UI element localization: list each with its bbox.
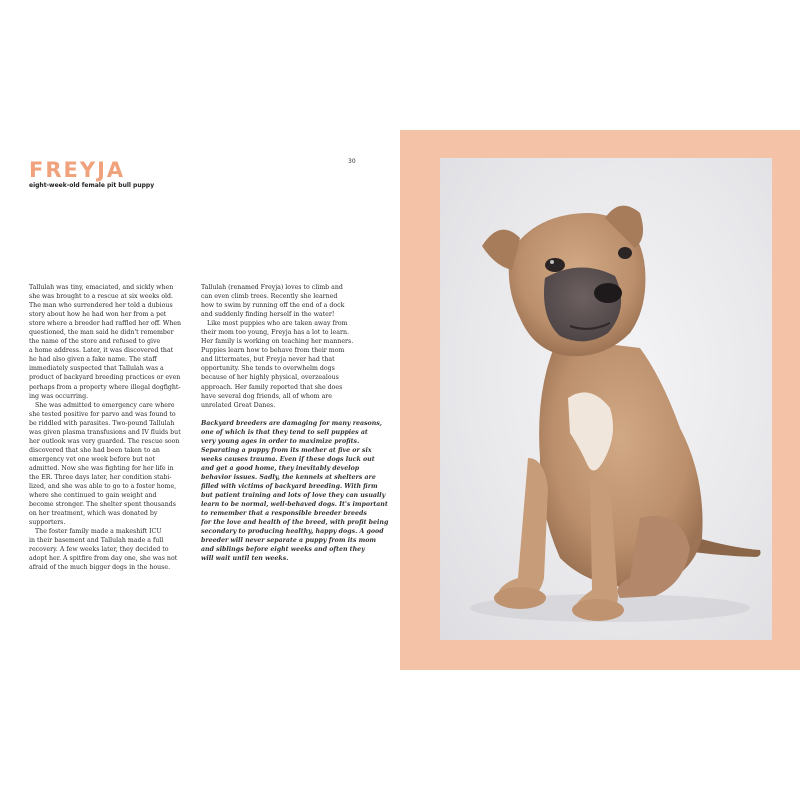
paw-right	[572, 599, 624, 621]
eye-right	[618, 247, 632, 259]
text-line: immediately suspected that Tallulah was a	[29, 365, 164, 373]
body-column-left	[29, 283, 192, 573]
text-line: and get a good home, they inevitably develop	[201, 464, 360, 472]
text-line: can even climb trees. Recently she learned	[201, 293, 338, 301]
text-line: the ER. Three days later, her condition stabi-	[29, 473, 172, 481]
text-line: questioned, the man said he didn't remember	[29, 329, 174, 337]
text-line: discovered that she had been taken to an	[29, 446, 160, 454]
column-lines	[29, 283, 192, 573]
text-line: adopt her. A spitfire from day one, she was not	[29, 555, 178, 563]
page-subtitle: eight-week-old female pit bull puppy	[29, 182, 155, 189]
text-line: their mom too young, Freyja has a lot to learn.	[201, 329, 349, 337]
text-line: story about how he had won her from a pet	[29, 311, 167, 319]
text-line: breeder will never separate a puppy from its mom	[201, 537, 376, 545]
text-line: store where a breeder had raffled her off. When	[29, 320, 182, 328]
text-line: she was brought to a rescue at six weeks old.	[29, 293, 173, 301]
puppy-illustration	[440, 158, 772, 640]
text-line: emergency vet one week before but not	[29, 455, 156, 463]
text-line: behavior issues. Sadly, the kennels at shelters are	[201, 473, 376, 481]
text-line: he had also given a fake name. The staff	[29, 356, 157, 364]
text-line: where she continued to gain weight and	[29, 492, 157, 500]
text-line: for the love and health of the breed, with profit being	[201, 519, 389, 527]
text-line: very young ages in order to maximize profits.	[201, 437, 360, 445]
text-line: one of which is that they tend to sell puppies at	[201, 428, 368, 436]
text-line: she tested positive for parvo and was found to	[29, 410, 176, 418]
eye-left	[545, 258, 565, 272]
sidebar-note	[201, 419, 389, 564]
text-line: was given plasma transfusions and IV fluids but	[29, 428, 181, 436]
right-page	[400, 130, 800, 670]
text-line: filled with victims of backyard breeding. With firm	[201, 482, 378, 490]
text-line: Backyard breeders are damaging for many reasons,	[201, 419, 382, 427]
text-line: to remember that a responsible breeder breeds	[201, 510, 367, 518]
text-line: Puppies learn how to behave from their mom	[201, 347, 345, 355]
text-line: Her family is working on teaching her manners.	[201, 338, 354, 346]
text-line: but patient training and lots of love they can usually	[201, 492, 386, 500]
text-line: perhaps from a property where illegal dogfight-	[29, 383, 181, 391]
text-line: because of her highly physical, overzealous	[201, 374, 339, 382]
text-line: on her treatment, which was donated by	[29, 510, 158, 518]
text-line: how to swim by running off the end of a dock	[201, 302, 345, 310]
puppy-front-leg-left	[498, 458, 548, 604]
text-line: weeks causes trauma. Even if these dogs luck out	[201, 455, 375, 463]
page-number: 30	[348, 158, 356, 165]
text-line: learn to be normal, well-behaved dogs. It's important	[201, 501, 388, 509]
text-line: the name of the store and refused to give	[29, 338, 161, 346]
text-line: product of backyard breeding practices or even	[29, 374, 181, 382]
text-line: Tallulah (renamed Freyja) loves to climb and	[201, 284, 343, 291]
text-line: ing was occurring.	[29, 392, 89, 400]
text-line: The man who surrendered her told a dubious	[29, 302, 173, 310]
text-line: opportunity. She tends to overwhelm dogs	[201, 365, 335, 373]
text-line: and suddenly finding herself in the water!	[201, 311, 335, 319]
text-line: lized, and she was able to go to a foster home,	[29, 483, 177, 491]
text-line: her outlook was very guarded. The rescue soon	[29, 437, 180, 445]
page-title: FREYJA	[29, 158, 126, 182]
text-line: admitted. Now she was fighting for her life in	[29, 464, 174, 472]
text-line: and siblings before eight weeks and often they	[201, 546, 365, 554]
text-line: Like most puppies who are taken away from	[207, 320, 348, 328]
body-column-right	[201, 283, 389, 563]
text-line: a home address. Later, it was discovered that	[29, 347, 174, 355]
text-line: supporters.	[29, 519, 66, 527]
text-line: be riddled with parasites. Two-pound Tallulah	[29, 419, 175, 427]
text-line: approach. Her family reported that she does	[201, 383, 343, 391]
text-line: The foster family made a makeshift ICU	[35, 528, 162, 536]
column-lines	[201, 283, 364, 410]
text-line: recovery. A few weeks later, they decided to	[29, 546, 169, 554]
text-line: Tallulah was tiny, emaciated, and sickly when	[29, 284, 174, 291]
text-line: secondary to producing healthy, happy dogs. A good	[201, 528, 384, 536]
text-line: Separating a puppy from its mother at five or six	[201, 446, 372, 454]
puppy-photo	[440, 158, 772, 640]
text-line: have several dog friends, all of whom are	[201, 392, 332, 400]
text-line: afraid of the much bigger dogs in the house.	[29, 564, 171, 572]
text-line: become stronger. The shelter spent thousands	[29, 501, 176, 509]
text-line: will wait until ten weeks.	[201, 555, 289, 563]
text-line: unrelated Great Danes.	[201, 401, 276, 409]
text-line: She was admitted to emergency care where	[35, 401, 175, 409]
paw-left	[494, 587, 546, 609]
text-line: in their basement and Tallulah made a full	[29, 537, 164, 545]
text-line: and littermates, but Freyja never had that	[201, 356, 335, 364]
puppy-muzzle	[544, 267, 621, 341]
puppy-nose	[594, 283, 622, 303]
